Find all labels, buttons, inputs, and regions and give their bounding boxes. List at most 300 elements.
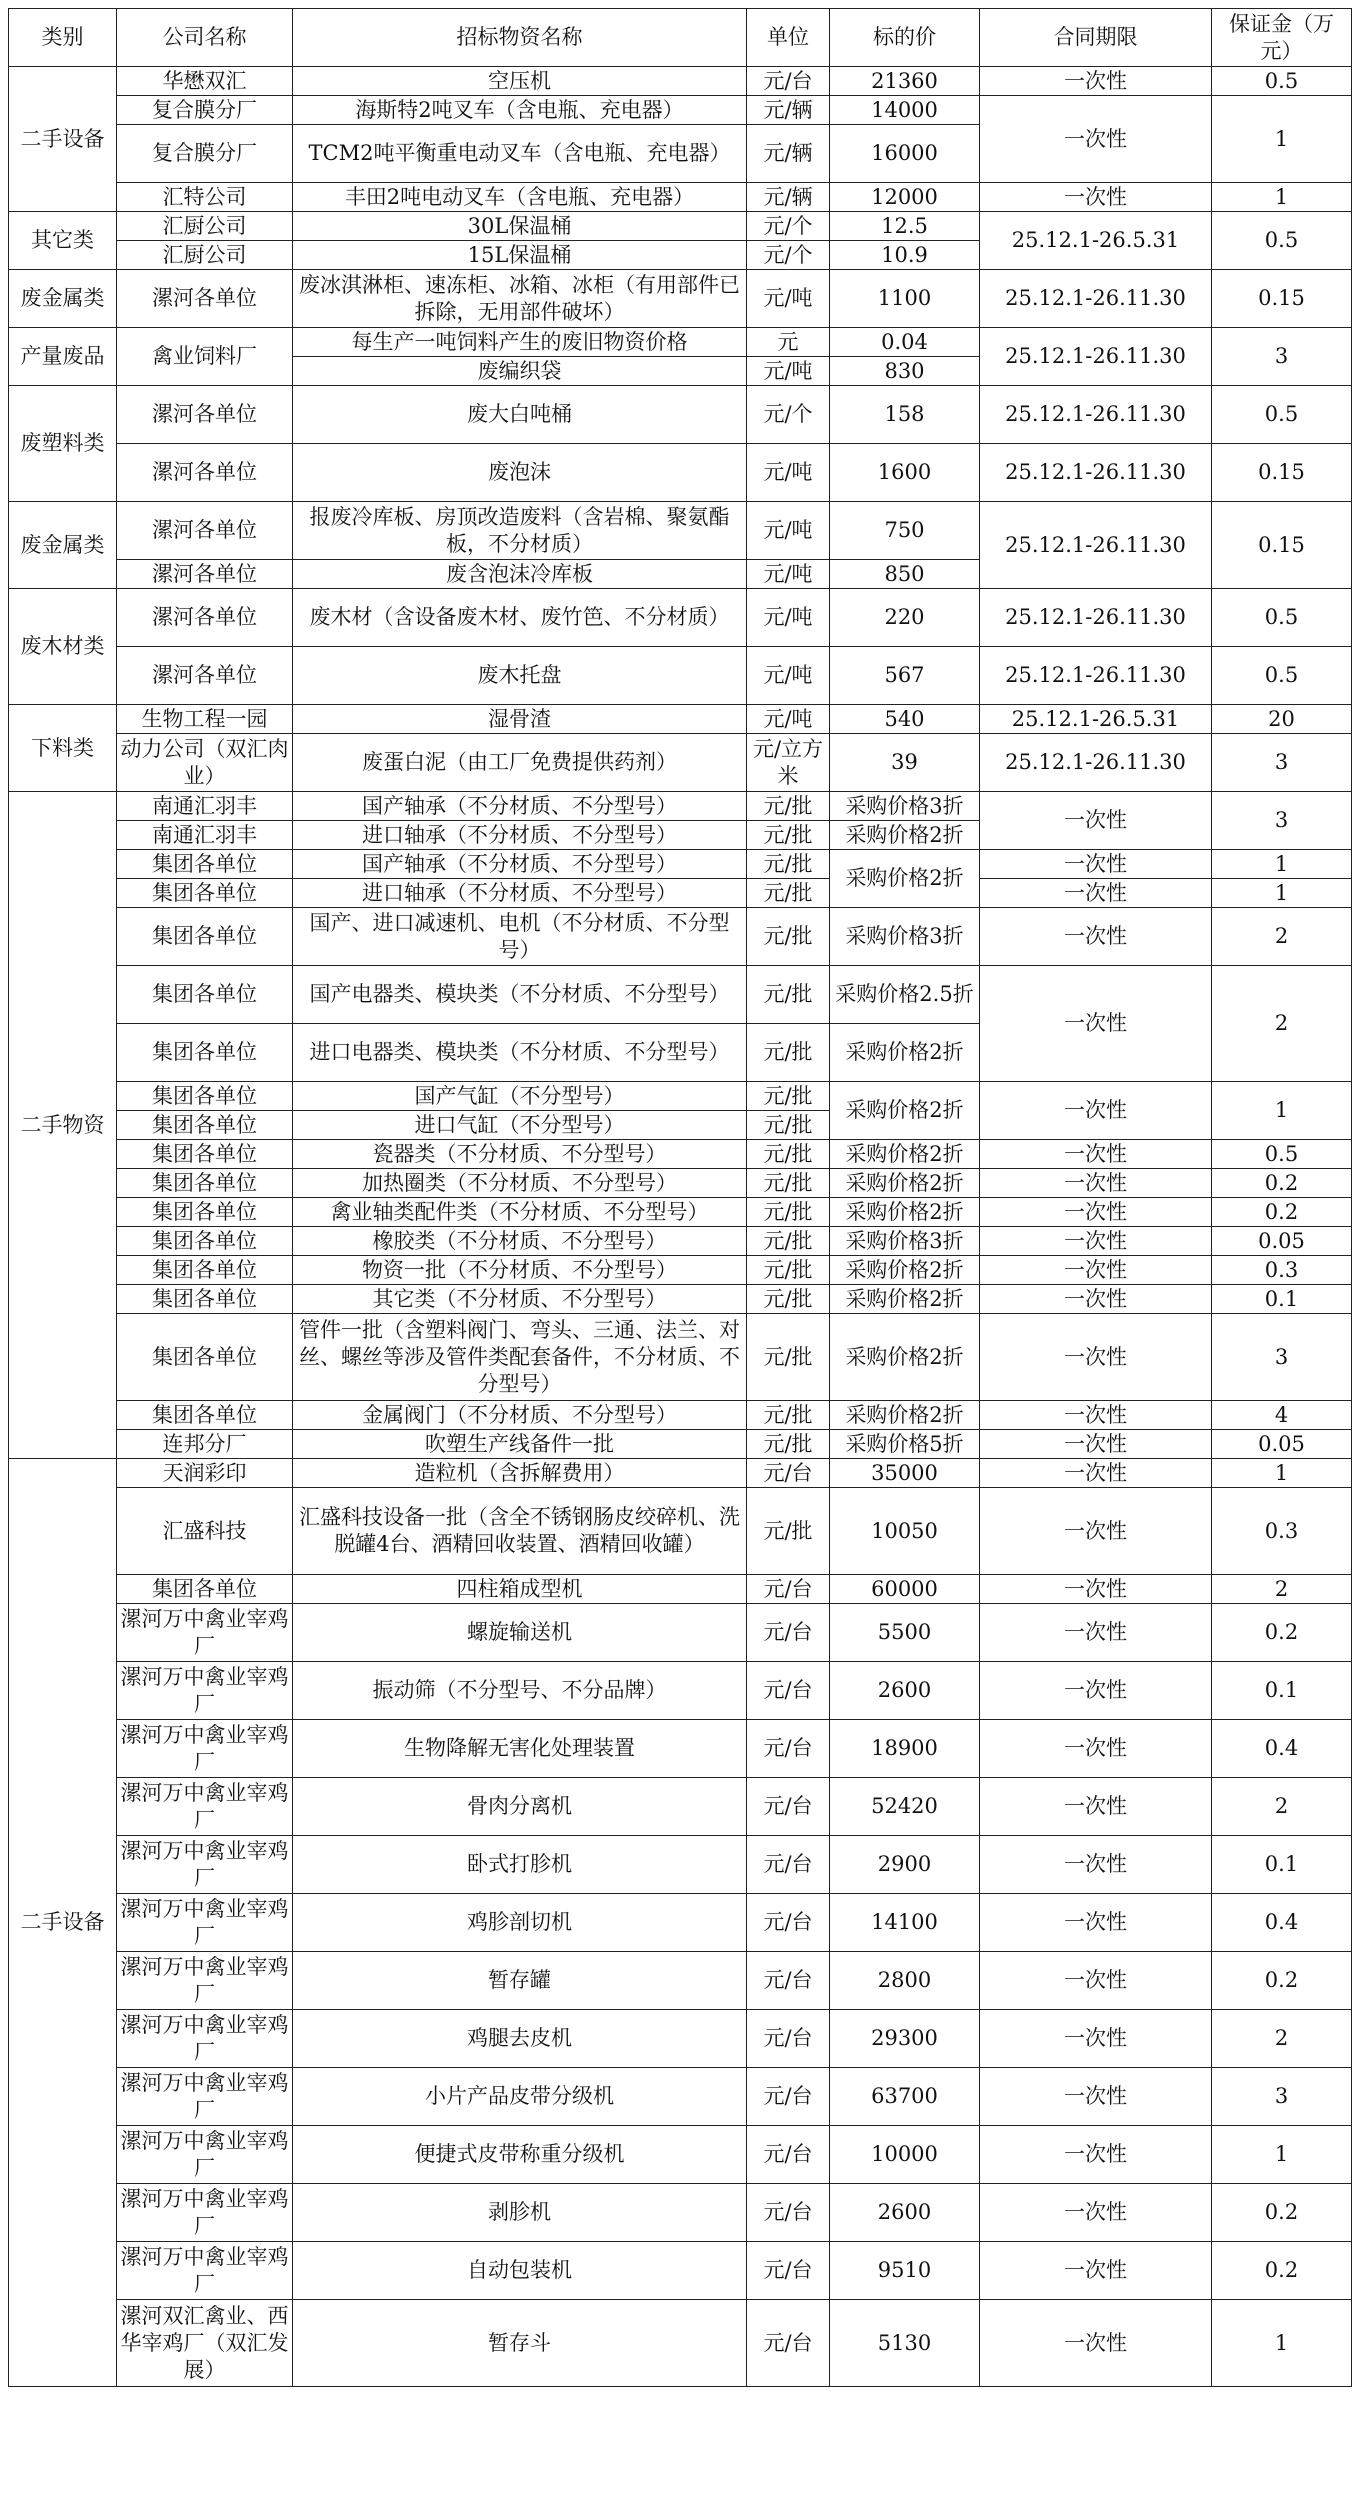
unit-cell: 元/吨 — [747, 560, 830, 589]
deposit-cell: 0.3 — [1212, 1488, 1352, 1575]
company-cell: 漯河各单位 — [117, 647, 293, 705]
table-row — [9, 67, 1352, 96]
unit-cell: 元/批 — [747, 1256, 830, 1285]
table-row — [9, 1575, 1352, 1604]
company-cell: 集团各单位 — [117, 1082, 293, 1111]
price-cell: 采购价格3折 — [830, 792, 980, 821]
item-cell: 瓷器类（不分材质、不分型号） — [293, 1140, 747, 1169]
deposit-cell: 0.1 — [1212, 1285, 1352, 1314]
item-cell: 湿骨渣 — [293, 705, 747, 734]
company-cell: 漯河各单位 — [117, 589, 293, 647]
item-cell: 造粒机（含拆解费用） — [293, 1459, 747, 1488]
price-cell: 850 — [830, 560, 980, 589]
price-cell: 21360 — [830, 67, 980, 96]
price-cell: 158 — [830, 386, 980, 444]
unit-cell: 元/吨 — [747, 647, 830, 705]
unit-cell: 元/吨 — [747, 270, 830, 328]
unit-cell: 元/个 — [747, 212, 830, 241]
company-cell: 汇盛科技 — [117, 1488, 293, 1575]
price-cell: 14100 — [830, 1894, 980, 1952]
table-row — [9, 444, 1352, 502]
deposit-cell: 0.1 — [1212, 1662, 1352, 1720]
table-row — [9, 850, 1352, 879]
price-cell: 采购价格3折 — [830, 908, 980, 966]
deposit-cell: 1 — [1212, 2126, 1352, 2184]
unit-cell: 元/批 — [747, 1198, 830, 1227]
table-row — [9, 96, 1352, 125]
period-cell: 一次性 — [980, 1894, 1212, 1952]
header-unit: 单位 — [747, 9, 830, 67]
item-cell: 废含泡沫冷库板 — [293, 560, 747, 589]
table-row — [9, 2242, 1352, 2300]
company-cell: 生物工程一园 — [117, 705, 293, 734]
period-cell: 一次性 — [980, 1227, 1212, 1256]
period-cell: 一次性 — [980, 1256, 1212, 1285]
table-row — [9, 502, 1352, 560]
table-row — [9, 1778, 1352, 1836]
price-cell: 采购价格2折 — [830, 850, 980, 908]
price-cell: 采购价格2折 — [830, 1169, 980, 1198]
deposit-cell: 0.5 — [1212, 212, 1352, 270]
company-cell: 漯河万中禽业宰鸡厂 — [117, 1662, 293, 1720]
price-cell: 采购价格5折 — [830, 1430, 980, 1459]
item-cell: 废蛋白泥（由工厂免费提供药剂） — [293, 734, 747, 792]
company-cell: 漯河万中禽业宰鸡厂 — [117, 2068, 293, 2126]
price-cell: 采购价格2折 — [830, 1285, 980, 1314]
company-cell: 集团各单位 — [117, 1285, 293, 1314]
price-cell: 39 — [830, 734, 980, 792]
table-row — [9, 908, 1352, 966]
deposit-cell: 0.05 — [1212, 1227, 1352, 1256]
deposit-cell: 0.15 — [1212, 502, 1352, 589]
deposit-cell: 0.5 — [1212, 589, 1352, 647]
price-cell: 采购价格2折 — [830, 1256, 980, 1285]
table-row — [9, 1952, 1352, 2010]
company-cell: 集团各单位 — [117, 1111, 293, 1140]
period-cell: 一次性 — [980, 96, 1212, 183]
table-row — [9, 1082, 1352, 1111]
item-cell: 国产轴承（不分材质、不分型号） — [293, 792, 747, 821]
price-cell: 567 — [830, 647, 980, 705]
item-cell: 废编织袋 — [293, 357, 747, 386]
period-cell: 一次性 — [980, 1169, 1212, 1198]
header-company: 公司名称 — [117, 9, 293, 67]
table-row — [9, 647, 1352, 705]
table-row — [9, 1662, 1352, 1720]
company-cell: 禽业饲料厂 — [117, 328, 293, 386]
item-cell: 吹塑生产线备件一批 — [293, 1430, 747, 1459]
item-cell: 振动筛（不分型号、不分品牌） — [293, 1662, 747, 1720]
period-cell: 一次性 — [980, 1459, 1212, 1488]
deposit-cell: 3 — [1212, 1314, 1352, 1401]
price-cell: 830 — [830, 357, 980, 386]
item-cell: 物资一批（不分材质、不分型号） — [293, 1256, 747, 1285]
table-row — [9, 1140, 1352, 1169]
item-cell: 橡胶类（不分材质、不分型号） — [293, 1227, 747, 1256]
category-cell: 废塑料类 — [9, 386, 117, 502]
company-cell: 漯河双汇禽业、西华宰鸡厂（双汇发展） — [117, 2300, 293, 2387]
category-cell: 二手物资 — [9, 792, 117, 1459]
deposit-cell: 0.2 — [1212, 1604, 1352, 1662]
price-cell: 采购价格3折 — [830, 1227, 980, 1256]
table-row — [9, 270, 1352, 328]
company-cell: 漯河万中禽业宰鸡厂 — [117, 1894, 293, 1952]
price-cell: 14000 — [830, 96, 980, 125]
unit-cell: 元/批 — [747, 1082, 830, 1111]
table-row — [9, 386, 1352, 444]
table-row — [9, 1459, 1352, 1488]
deposit-cell: 1 — [1212, 1459, 1352, 1488]
period-cell: 一次性 — [980, 1720, 1212, 1778]
period-cell: 一次性 — [980, 2300, 1212, 2387]
header-period: 合同期限 — [980, 9, 1212, 67]
price-cell: 1100 — [830, 270, 980, 328]
unit-cell: 元/吨 — [747, 502, 830, 560]
item-cell: 暂存罐 — [293, 1952, 747, 2010]
company-cell: 漯河万中禽业宰鸡厂 — [117, 2184, 293, 2242]
item-cell: 国产轴承（不分材质、不分型号） — [293, 850, 747, 879]
price-cell: 采购价格2折 — [830, 1082, 980, 1140]
price-cell: 2900 — [830, 1836, 980, 1894]
deposit-cell: 1 — [1212, 850, 1352, 879]
unit-cell: 元/吨 — [747, 705, 830, 734]
price-cell: 540 — [830, 705, 980, 734]
company-cell: 汇厨公司 — [117, 241, 293, 270]
company-cell: 漯河万中禽业宰鸡厂 — [117, 2126, 293, 2184]
company-cell: 华懋双汇 — [117, 67, 293, 96]
deposit-cell: 0.4 — [1212, 1894, 1352, 1952]
item-cell: 四柱箱成型机 — [293, 1575, 747, 1604]
company-cell: 集团各单位 — [117, 1401, 293, 1430]
table-row — [9, 1430, 1352, 1459]
price-cell: 10000 — [830, 2126, 980, 2184]
deposit-cell: 0.2 — [1212, 2184, 1352, 2242]
item-cell: 生物降解无害化处理装置 — [293, 1720, 747, 1778]
category-cell: 产量废品 — [9, 328, 117, 386]
table-row — [9, 1314, 1352, 1401]
item-cell: 骨肉分离机 — [293, 1778, 747, 1836]
item-cell: 废泡沫 — [293, 444, 747, 502]
company-cell: 漯河各单位 — [117, 386, 293, 444]
unit-cell: 元/辆 — [747, 183, 830, 212]
unit-cell: 元/个 — [747, 386, 830, 444]
price-cell: 采购价格2.5折 — [830, 966, 980, 1024]
category-cell: 二手设备 — [9, 1459, 117, 2387]
period-cell: 一次性 — [980, 1430, 1212, 1459]
item-cell: 汇盛科技设备一批（含全不锈钢肠皮绞碎机、洗脱罐4台、酒精回收装置、酒精回收罐） — [293, 1488, 747, 1575]
period-cell: 一次性 — [980, 1314, 1212, 1401]
category-cell: 废木材类 — [9, 589, 117, 705]
price-cell: 16000 — [830, 125, 980, 183]
company-cell: 漯河万中禽业宰鸡厂 — [117, 1720, 293, 1778]
unit-cell: 元/台 — [747, 2242, 830, 2300]
deposit-cell: 2 — [1212, 1575, 1352, 1604]
period-cell: 一次性 — [980, 1836, 1212, 1894]
deposit-cell: 0.15 — [1212, 270, 1352, 328]
deposit-cell: 1 — [1212, 879, 1352, 908]
period-cell: 一次性 — [980, 67, 1212, 96]
period-cell: 25.12.1-26.11.30 — [980, 270, 1212, 328]
period-cell: 一次性 — [980, 1575, 1212, 1604]
period-cell: 一次性 — [980, 1778, 1212, 1836]
unit-cell: 元 — [747, 328, 830, 357]
table-row — [9, 589, 1352, 647]
period-cell: 一次性 — [980, 1401, 1212, 1430]
company-cell: 动力公司（双汇肉业） — [117, 734, 293, 792]
company-cell: 漯河万中禽业宰鸡厂 — [117, 2010, 293, 2068]
deposit-cell: 0.4 — [1212, 1720, 1352, 1778]
item-cell: 进口轴承（不分材质、不分型号） — [293, 821, 747, 850]
item-cell: 15L保温桶 — [293, 241, 747, 270]
unit-cell: 元/辆 — [747, 125, 830, 183]
deposit-cell: 0.1 — [1212, 1836, 1352, 1894]
deposit-cell: 0.5 — [1212, 386, 1352, 444]
deposit-cell: 2 — [1212, 2010, 1352, 2068]
unit-cell: 元/台 — [747, 1604, 830, 1662]
deposit-cell: 1 — [1212, 2300, 1352, 2387]
period-cell: 一次性 — [980, 2068, 1212, 2126]
price-cell: 0.04 — [830, 328, 980, 357]
period-cell: 25.12.1-26.11.30 — [980, 444, 1212, 502]
deposit-cell: 1 — [1212, 96, 1352, 183]
item-cell: 报废冷库板、房顶改造废料（含岩棉、聚氨酯板，不分材质） — [293, 502, 747, 560]
unit-cell: 元/立方米 — [747, 734, 830, 792]
unit-cell: 元/批 — [747, 1169, 830, 1198]
company-cell: 漯河万中禽业宰鸡厂 — [117, 1952, 293, 2010]
unit-cell: 元/批 — [747, 1140, 830, 1169]
table-row — [9, 1401, 1352, 1430]
unit-cell: 元/台 — [747, 2300, 830, 2387]
unit-cell: 元/批 — [747, 1401, 830, 1430]
company-cell: 复合膜分厂 — [117, 125, 293, 183]
price-cell: 18900 — [830, 1720, 980, 1778]
deposit-cell: 0.3 — [1212, 1256, 1352, 1285]
period-cell: 25.12.1-26.11.30 — [980, 386, 1212, 444]
bidding-sheet — [8, 8, 1351, 2387]
item-cell: 卧式打胗机 — [293, 1836, 747, 1894]
period-cell: 一次性 — [980, 1604, 1212, 1662]
period-cell: 一次性 — [980, 1662, 1212, 1720]
period-cell: 一次性 — [980, 183, 1212, 212]
unit-cell: 元/批 — [747, 821, 830, 850]
unit-cell: 元/批 — [747, 1227, 830, 1256]
unit-cell: 元/台 — [747, 1952, 830, 2010]
table-row — [9, 1285, 1352, 1314]
table-row — [9, 705, 1352, 734]
company-cell: 漯河各单位 — [117, 444, 293, 502]
price-cell: 采购价格2折 — [830, 1140, 980, 1169]
period-cell: 一次性 — [980, 1198, 1212, 1227]
company-cell: 集团各单位 — [117, 1169, 293, 1198]
unit-cell: 元/台 — [747, 2068, 830, 2126]
item-cell: 废木托盘 — [293, 647, 747, 705]
company-cell: 集团各单位 — [117, 850, 293, 879]
price-cell: 5500 — [830, 1604, 980, 1662]
company-cell: 集团各单位 — [117, 966, 293, 1024]
company-cell: 南通汇羽丰 — [117, 821, 293, 850]
item-cell: 国产电器类、模块类（不分材质、不分型号） — [293, 966, 747, 1024]
table-row — [9, 328, 1352, 357]
period-cell: 25.12.1-26.11.30 — [980, 647, 1212, 705]
price-cell: 采购价格2折 — [830, 1314, 980, 1401]
table-row — [9, 1604, 1352, 1662]
company-cell: 天润彩印 — [117, 1459, 293, 1488]
company-cell: 漯河万中禽业宰鸡厂 — [117, 1836, 293, 1894]
period-cell: 一次性 — [980, 2126, 1212, 2184]
unit-cell: 元/吨 — [747, 444, 830, 502]
deposit-cell: 1 — [1212, 183, 1352, 212]
unit-cell: 元/辆 — [747, 96, 830, 125]
period-cell: 25.12.1-26.11.30 — [980, 502, 1212, 589]
unit-cell: 元/台 — [747, 1836, 830, 1894]
unit-cell: 元/台 — [747, 2010, 830, 2068]
table-row — [9, 2126, 1352, 2184]
category-cell: 废金属类 — [9, 270, 117, 328]
category-cell: 废金属类 — [9, 502, 117, 589]
company-cell: 集团各单位 — [117, 1575, 293, 1604]
item-cell: TCM2吨平衡重电动叉车（含电瓶、充电器） — [293, 125, 747, 183]
unit-cell: 元/批 — [747, 1430, 830, 1459]
deposit-cell: 0.5 — [1212, 647, 1352, 705]
item-cell: 剥胗机 — [293, 2184, 747, 2242]
unit-cell: 元/批 — [747, 850, 830, 879]
unit-cell: 元/批 — [747, 1111, 830, 1140]
deposit-cell: 3 — [1212, 328, 1352, 386]
item-cell: 废大白吨桶 — [293, 386, 747, 444]
category-cell: 二手设备 — [9, 67, 117, 212]
price-cell: 12000 — [830, 183, 980, 212]
price-cell: 10050 — [830, 1488, 980, 1575]
unit-cell: 元/吨 — [747, 357, 830, 386]
header-category: 类别 — [9, 9, 117, 67]
company-cell: 复合膜分厂 — [117, 96, 293, 125]
company-cell: 南通汇羽丰 — [117, 792, 293, 821]
item-cell: 其它类（不分材质、不分型号） — [293, 1285, 747, 1314]
unit-cell: 元/台 — [747, 1662, 830, 1720]
company-cell: 漯河各单位 — [117, 502, 293, 560]
category-cell: 下料类 — [9, 705, 117, 792]
period-cell: 一次性 — [980, 1285, 1212, 1314]
bidding-table — [8, 8, 1352, 2387]
period-cell: 一次性 — [980, 966, 1212, 1082]
company-cell: 集团各单位 — [117, 1198, 293, 1227]
table-row — [9, 2068, 1352, 2126]
period-cell: 25.12.1-26.11.30 — [980, 589, 1212, 647]
item-cell: 海斯特2吨叉车（含电瓶、充电器） — [293, 96, 747, 125]
unit-cell: 元/台 — [747, 1575, 830, 1604]
price-cell: 60000 — [830, 1575, 980, 1604]
price-cell: 5130 — [830, 2300, 980, 2387]
deposit-cell: 2 — [1212, 966, 1352, 1082]
table-row — [9, 1720, 1352, 1778]
item-cell: 便捷式皮带称重分级机 — [293, 2126, 747, 2184]
price-cell: 2600 — [830, 1662, 980, 1720]
table-row — [9, 2184, 1352, 2242]
price-cell: 10.9 — [830, 241, 980, 270]
unit-cell: 元/批 — [747, 966, 830, 1024]
period-cell: 25.12.1-26.11.30 — [980, 734, 1212, 792]
price-cell: 63700 — [830, 2068, 980, 2126]
header-price: 标的价 — [830, 9, 980, 67]
company-cell: 漯河万中禽业宰鸡厂 — [117, 1604, 293, 1662]
unit-cell: 元/台 — [747, 1720, 830, 1778]
company-cell: 漯河万中禽业宰鸡厂 — [117, 1778, 293, 1836]
table-row — [9, 1894, 1352, 1952]
item-cell: 丰田2吨电动叉车（含电瓶、充电器） — [293, 183, 747, 212]
item-cell: 进口电器类、模块类（不分材质、不分型号） — [293, 1024, 747, 1082]
unit-cell: 元/个 — [747, 241, 830, 270]
unit-cell: 元/台 — [747, 1459, 830, 1488]
item-cell: 鸡腿去皮机 — [293, 2010, 747, 2068]
period-cell: 一次性 — [980, 2010, 1212, 2068]
item-cell: 空压机 — [293, 67, 747, 96]
period-cell: 一次性 — [980, 2184, 1212, 2242]
unit-cell: 元/批 — [747, 908, 830, 966]
unit-cell: 元/批 — [747, 1488, 830, 1575]
company-cell: 连邦分厂 — [117, 1430, 293, 1459]
item-cell: 小片产品皮带分级机 — [293, 2068, 747, 2126]
period-cell: 25.12.1-26.11.30 — [980, 328, 1212, 386]
deposit-cell: 0.5 — [1212, 1140, 1352, 1169]
company-cell: 漯河万中禽业宰鸡厂 — [117, 2242, 293, 2300]
deposit-cell: 2 — [1212, 1778, 1352, 1836]
period-cell: 一次性 — [980, 908, 1212, 966]
deposit-cell: 3 — [1212, 792, 1352, 850]
price-cell: 52420 — [830, 1778, 980, 1836]
table-row — [9, 2010, 1352, 2068]
price-cell: 采购价格2折 — [830, 821, 980, 850]
period-cell: 一次性 — [980, 1082, 1212, 1140]
item-cell: 加热圈类（不分材质、不分型号） — [293, 1169, 747, 1198]
table-row — [9, 1256, 1352, 1285]
unit-cell: 元/批 — [747, 1314, 830, 1401]
price-cell: 1600 — [830, 444, 980, 502]
company-cell: 漯河各单位 — [117, 560, 293, 589]
deposit-cell: 3 — [1212, 2068, 1352, 2126]
unit-cell: 元/吨 — [747, 589, 830, 647]
period-cell: 一次性 — [980, 850, 1212, 879]
price-cell: 750 — [830, 502, 980, 560]
unit-cell: 元/台 — [747, 2184, 830, 2242]
company-cell: 集团各单位 — [117, 908, 293, 966]
item-cell: 每生产一吨饲料产生的废旧物资价格 — [293, 328, 747, 357]
item-cell: 管件一批（含塑料阀门、弯头、三通、法兰、对丝、螺丝等涉及管件类配套备件，不分材质、不分型号） — [293, 1314, 747, 1401]
deposit-cell: 0.2 — [1212, 2242, 1352, 2300]
item-cell: 鸡胗剖切机 — [293, 1894, 747, 1952]
period-cell: 25.12.1-26.5.31 — [980, 705, 1212, 734]
item-cell: 螺旋输送机 — [293, 1604, 747, 1662]
category-cell: 其它类 — [9, 212, 117, 270]
period-cell: 一次性 — [980, 2242, 1212, 2300]
deposit-cell: 0.2 — [1212, 1198, 1352, 1227]
price-cell: 采购价格2折 — [830, 1198, 980, 1227]
deposit-cell: 0.5 — [1212, 67, 1352, 96]
deposit-cell: 4 — [1212, 1401, 1352, 1430]
period-cell: 一次性 — [980, 1488, 1212, 1575]
period-cell: 25.12.1-26.5.31 — [980, 212, 1212, 270]
deposit-cell: 2 — [1212, 908, 1352, 966]
price-cell: 12.5 — [830, 212, 980, 241]
company-cell: 漯河各单位 — [117, 270, 293, 328]
table-row — [9, 1488, 1352, 1575]
price-cell: 采购价格2折 — [830, 1024, 980, 1082]
company-cell: 集团各单位 — [117, 1140, 293, 1169]
unit-cell: 元/批 — [747, 879, 830, 908]
item-cell: 30L保温桶 — [293, 212, 747, 241]
item-cell: 自动包装机 — [293, 2242, 747, 2300]
deposit-cell: 0.2 — [1212, 1169, 1352, 1198]
table-row — [9, 1198, 1352, 1227]
